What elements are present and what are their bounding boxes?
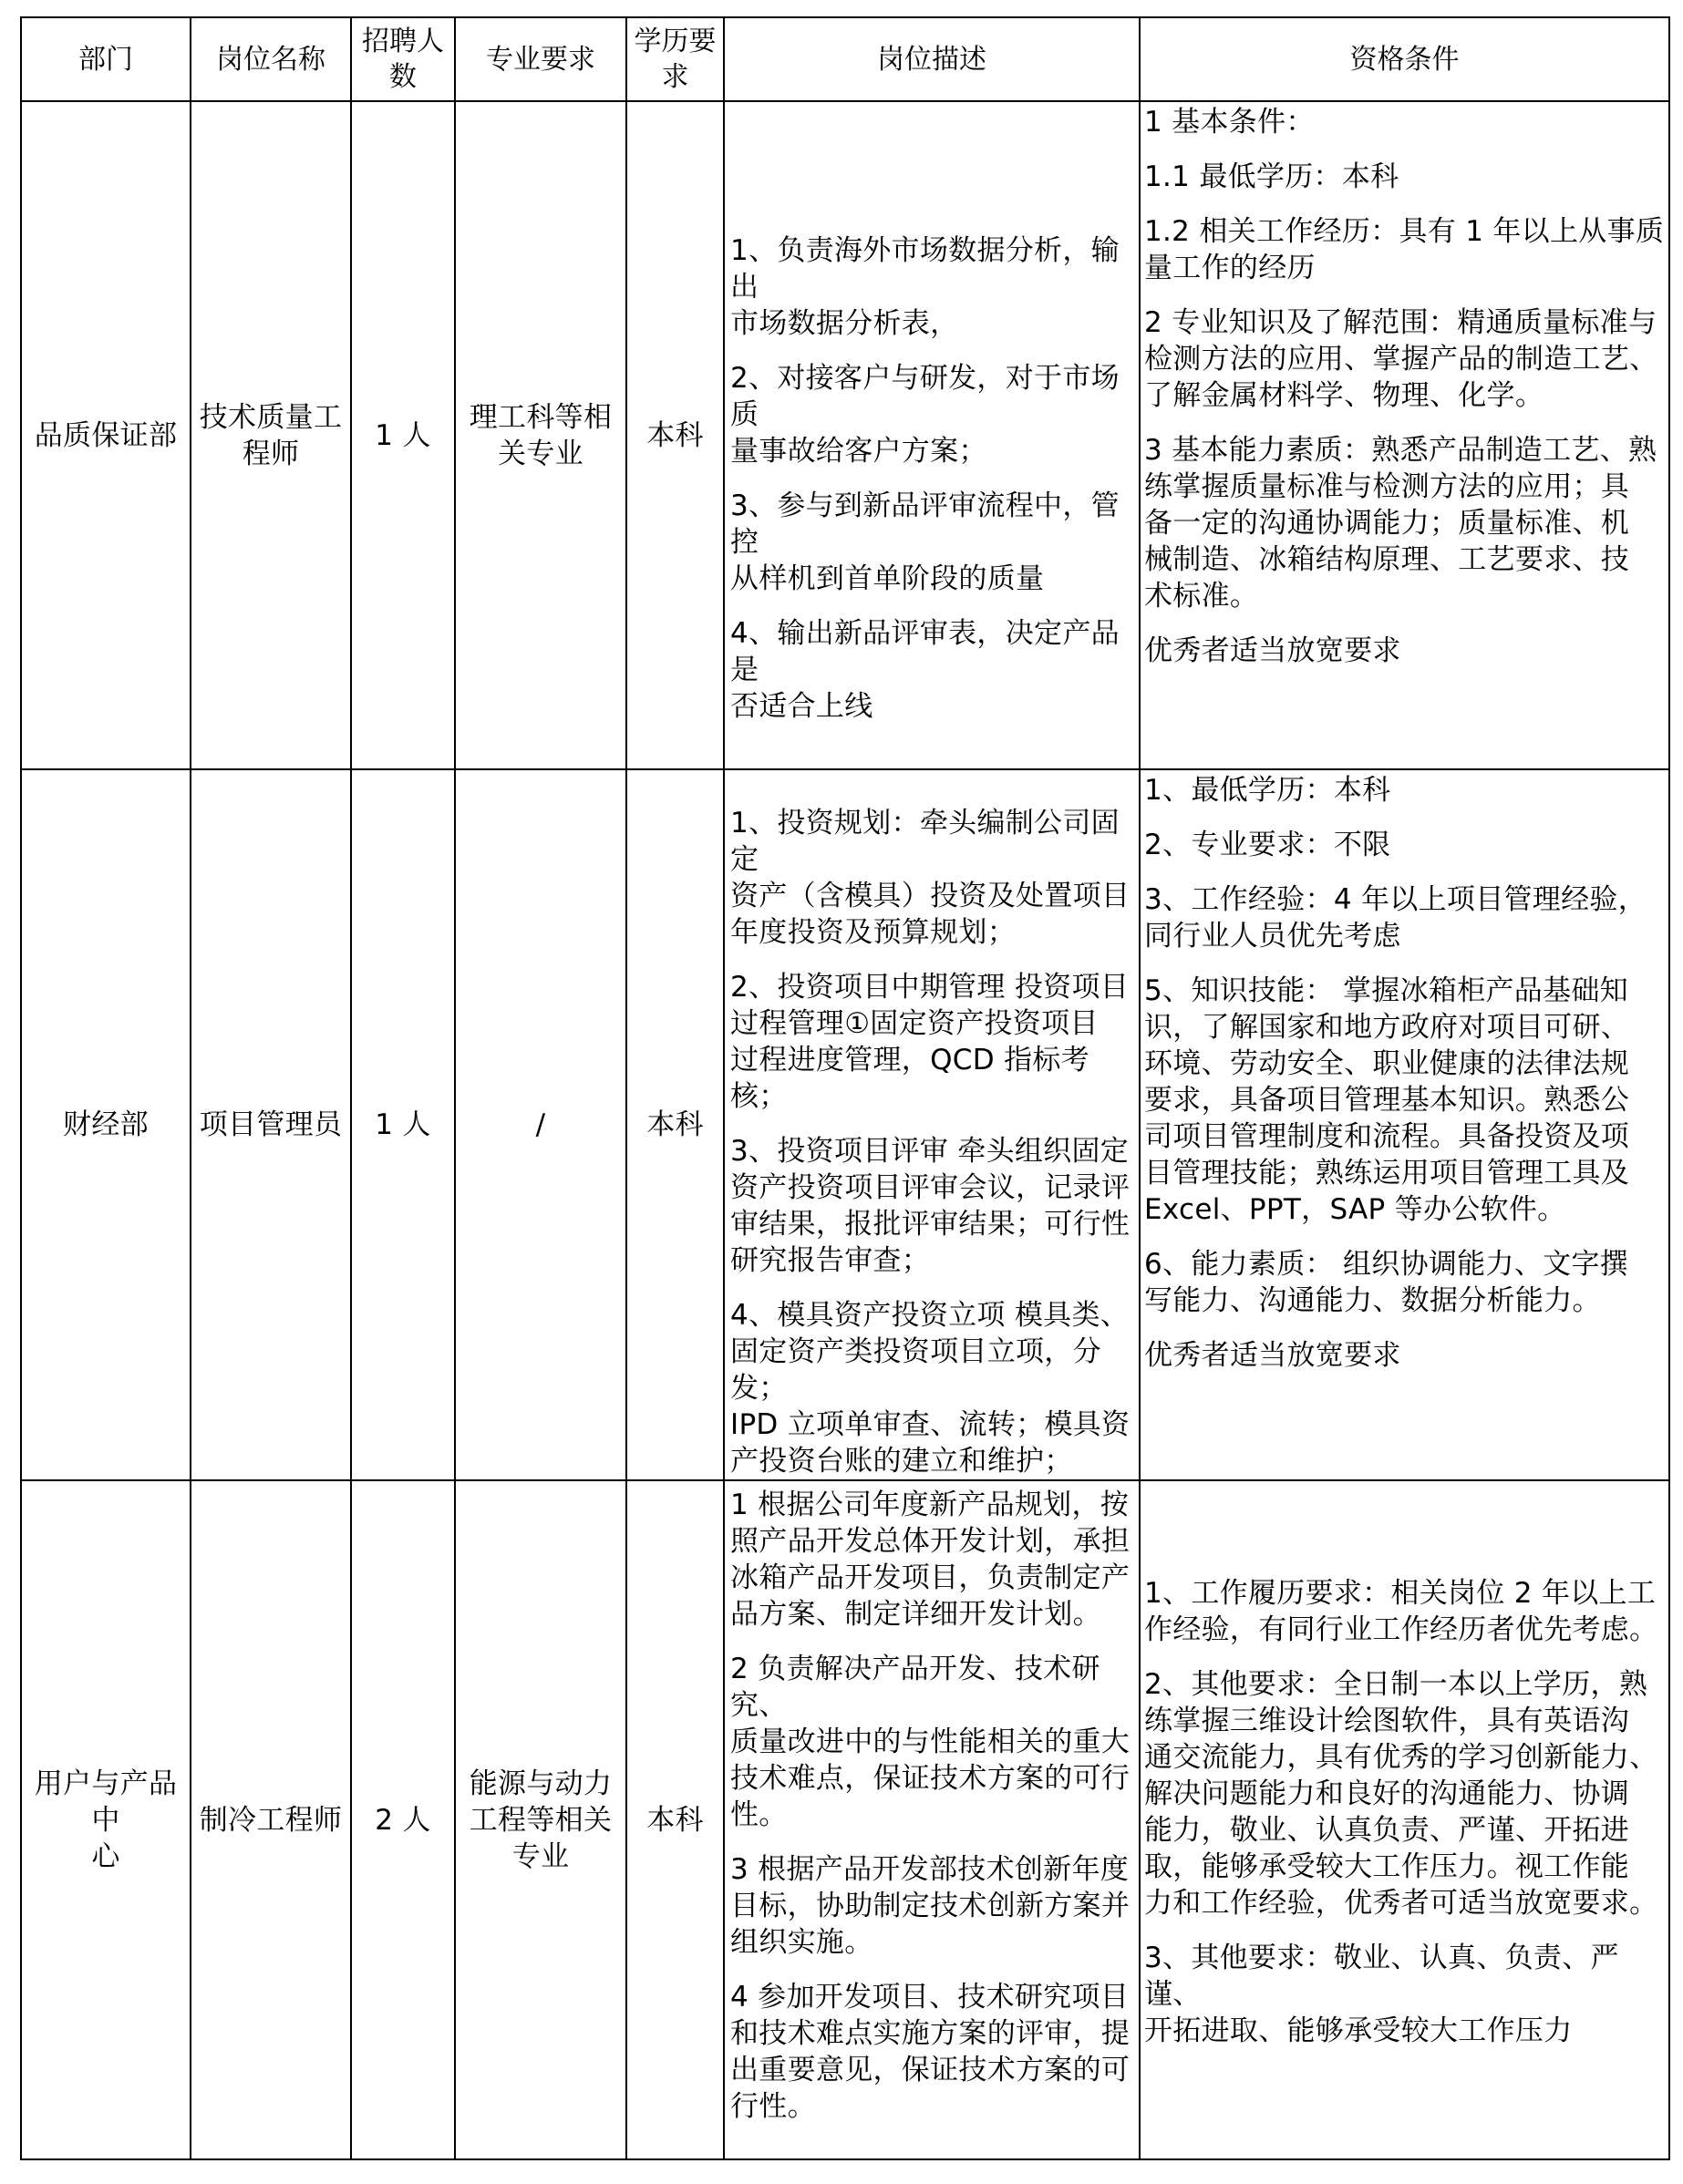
header-headcount: 招聘人 数	[351, 17, 455, 101]
header-position: 岗位名称	[191, 17, 351, 101]
table-row	[21, 101, 1669, 769]
headcount-text: 2 人	[375, 1803, 431, 1837]
department-text: 用户与产品中 心	[34, 1767, 178, 1873]
cell-qualifications	[1140, 1480, 1669, 2159]
cell-education	[626, 101, 724, 769]
cell-qualifications	[1140, 769, 1669, 1480]
department-text: 财经部	[63, 1108, 149, 1141]
description-paragraph: 3、投资项目评审 牵头组织固定 资产投资项目评审会议，记录评 审结果，报批评审结果；可行性 研究报告审查；	[730, 1135, 1131, 1277]
qualification-paragraph: 优秀者适当放宽要求	[1144, 1339, 1401, 1372]
description-paragraph: 3 根据产品开发部技术创新年度 目标，协助制定技术创新方案并 组织实施。	[730, 1853, 1131, 1959]
header-department: 部门	[21, 17, 191, 101]
headcount-text: 1 人	[375, 418, 431, 452]
cell-headcount	[351, 101, 455, 769]
qualification-paragraph: 3、其他要求：敬业、认真、负责、严谨、 开拓进取、能够承受较大工作压力	[1144, 1942, 1619, 2047]
cell-position	[191, 769, 351, 1480]
position-text: 制冷工程师	[199, 1803, 343, 1837]
position-text: 项目管理员	[199, 1108, 343, 1141]
description-paragraph: 1、负责海外市场数据分析，输出 市场数据分析表，	[730, 234, 1120, 340]
description-paragraph: 1、投资规划：牵头编制公司固定 资产（含模具）投资及处置项目 年度投资及预算规划；	[730, 807, 1131, 949]
qualification-paragraph: 优秀者适当放宽要求	[1144, 634, 1401, 667]
cell-description	[724, 769, 1140, 1480]
qualification-paragraph: 1.2 相关工作经历：具有 1 年以上从事质 量工作的经历	[1144, 215, 1665, 284]
cell-department	[21, 1480, 191, 2159]
cell-education	[626, 769, 724, 1480]
cell-position	[191, 1480, 351, 2159]
qualification-paragraph: 6、能力素质： 组织协调能力、文字撰 写能力、沟通能力、数据分析能力。	[1144, 1248, 1628, 1317]
qualification-paragraph: 5、知识技能： 掌握冰箱柜产品基础知 识，了解国家和地方政府对项目可研、 环境、劳动安全、职业健康的法律法规 要求，具备项目管理基本知识。熟悉公 司项目管理制度和流程。具备投资及项 目管理技能；熟练运用项目管理工具及 Excel、PPT，SAP 等办公软件。	[1144, 974, 1630, 1226]
header-description: 岗位描述	[724, 17, 1140, 101]
education-text: 本科	[646, 1108, 704, 1141]
description-paragraph: 2、投资项目中期管理 投资项目 过程管理①固定资产投资项目 过程进度管理，QCD 指标考核；	[730, 971, 1130, 1113]
qualification-paragraph: 1.1 最低学历：本科	[1144, 160, 1399, 193]
cell-education	[626, 1480, 724, 2159]
cell-department	[21, 769, 191, 1480]
cell-major	[455, 769, 626, 1480]
qualification-paragraph: 2、其他要求：全日制一本以上学历，熟 练掌握三维设计绘图软件，具有英语沟 通交流能力，具有优秀的学习创新能力、 解决问题能力和良好的沟通能力、协调 能力，敬业、认真负责、严谨、开拓进 取，能够承受较大工作压力。视工作能 力和工作经验，优秀者可适当放宽要求。	[1144, 1668, 1658, 1920]
description-paragraph: 4、模具资产投资立项 模具类、 固定资产类投资项目立项，分发； IPD 立项单审查、流转；模具资 产投资台账的建立和维护；	[730, 1299, 1131, 1478]
header-qualifications: 资格条件	[1140, 17, 1669, 101]
cell-major	[455, 1480, 626, 2159]
table-row	[21, 1480, 1669, 2159]
cell-department	[21, 101, 191, 769]
header-education: 学历要 求	[626, 17, 724, 101]
cell-position	[191, 101, 351, 769]
description-paragraph: 1 根据公司年度新产品规划，按 照产品开发总体开发计划，承担 冰箱产品开发项目，负责制定产 品方案、制定详细开发计划。	[730, 1489, 1131, 1631]
header-major: 专业要求	[455, 17, 626, 101]
cell-qualifications	[1140, 101, 1669, 769]
cell-headcount	[351, 1480, 455, 2159]
qualification-paragraph: 3、工作经验：4 年以上项目管理经验， 同行业人员优先考虑	[1144, 883, 1647, 953]
description-paragraph: 2 负责解决产品开发、技术研究、 质量改进中的与性能相关的重大 技术难点，保证技术方案的可行 性。	[730, 1653, 1131, 1831]
cell-description	[724, 1480, 1140, 2159]
qualification-paragraph: 1、工作履历要求：相关岗位 2 年以上工 作经验，有同行业工作经历者优先考虑。	[1144, 1577, 1658, 1646]
department-text: 品质保证部	[34, 418, 178, 452]
cell-headcount	[351, 769, 455, 1480]
qualification-paragraph: 1 基本条件：	[1144, 106, 1315, 139]
description-paragraph: 3、参与到新品评审流程中，管控 从样机到首单阶段的质量	[730, 489, 1120, 595]
cell-major	[455, 101, 626, 769]
recruitment-table	[20, 16, 1670, 2160]
qualification-paragraph: 1、最低学历：本科	[1144, 774, 1391, 807]
position-text: 技术质量工 程师	[199, 400, 343, 470]
major-text: /	[535, 1108, 546, 1141]
header-row	[21, 17, 1669, 101]
description-paragraph: 4 参加开发项目、技术研究项目 和技术难点实施方案的评审，提 出重要意见，保证技术方案的可 行性。	[730, 1981, 1131, 2123]
description-paragraph: 4、输出新品评审表，决定产品是 否适合上线	[730, 617, 1120, 723]
major-text: 理工科等相 关专业	[469, 400, 613, 470]
table-row	[21, 769, 1669, 1480]
description-paragraph: 2、对接客户与研发，对于市场质 量事故给客户方案；	[730, 362, 1120, 468]
education-text: 本科	[646, 418, 704, 452]
cell-description	[724, 101, 1140, 769]
qualification-paragraph: 3 基本能力素质：熟悉产品制造工艺、熟 练掌握质量标准与检测方法的应用；具 备一定的沟通协调能力；质量标准、机 械制造、冰箱结构原理、工艺要求、技 术标准。	[1144, 434, 1657, 613]
major-text: 能源与动力 工程等相关 专业	[469, 1767, 613, 1873]
education-text: 本科	[646, 1803, 704, 1837]
headcount-text: 1 人	[375, 1108, 431, 1141]
qualification-paragraph: 2、专业要求：不限	[1144, 829, 1391, 861]
qualification-paragraph: 2 专业知识及了解范围：精通质量标准与 检测方法的应用、掌握产品的制造工艺、 了解金属材料学、物理、化学。	[1144, 306, 1658, 412]
